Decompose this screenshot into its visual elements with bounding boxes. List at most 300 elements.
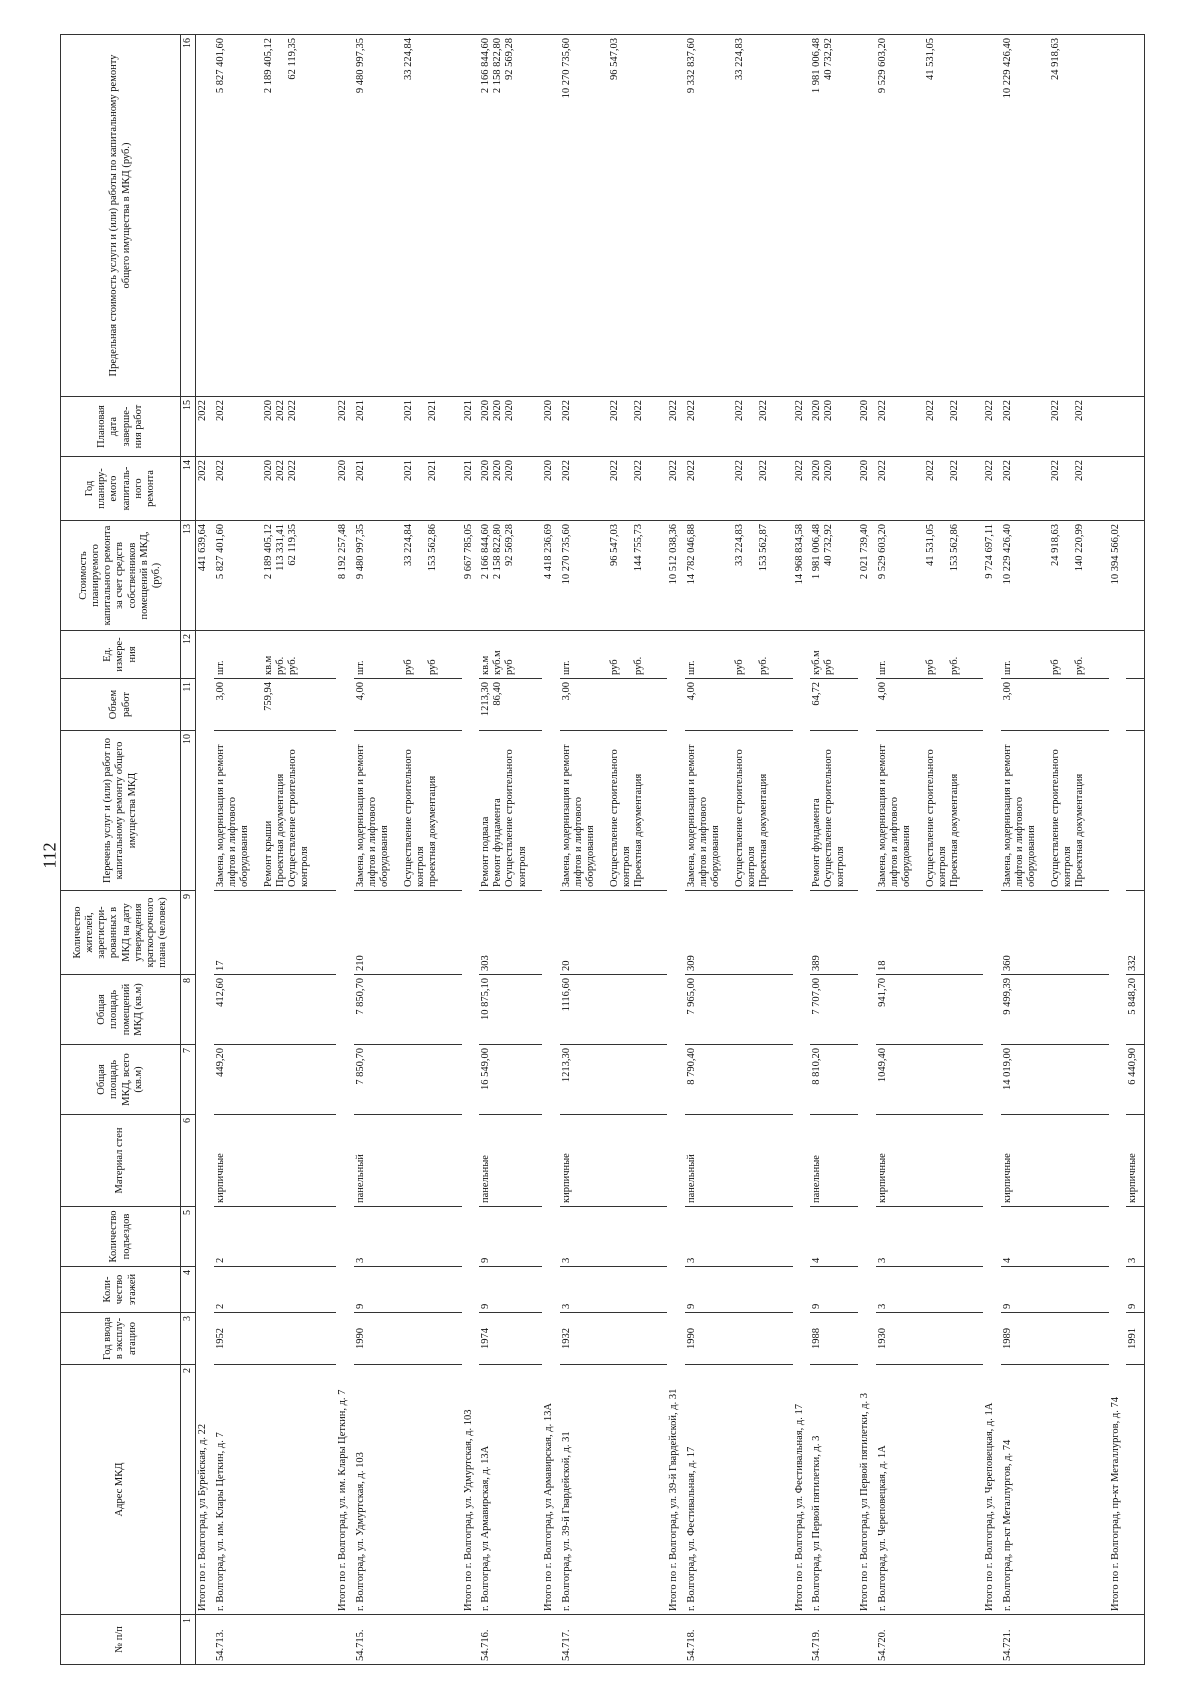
unit-line: руб. — [948, 656, 960, 675]
work-volume-line: 3,00 — [1001, 682, 1013, 701]
unit-line: руб — [823, 659, 835, 675]
total-plan-year: 2022 — [667, 457, 685, 521]
total-address: Итого по г. Волгоград, ул. Череповецкая, д. 1А — [983, 631, 1001, 1615]
works-line: проектная документация — [427, 775, 439, 887]
plan-date — [685, 397, 793, 457]
row-number: 54.718. — [685, 1615, 793, 1665]
area-total: 8 790,40 — [685, 1045, 793, 1115]
plan-year-line: 2020 — [262, 460, 274, 481]
plan-year-line: 2020 — [492, 460, 504, 481]
works-line: Осуществление строительного контроля — [286, 749, 310, 887]
floors: 9 — [1001, 1267, 1109, 1313]
cost — [354, 521, 462, 631]
plan-year — [810, 457, 858, 521]
limit-cost-line: 10 229 426,40 — [1001, 38, 1013, 99]
works-line: Замена, модернизация и ремонт лифтов и лифтового оборудования — [876, 744, 912, 887]
work-volume-line — [1050, 682, 1074, 727]
works — [354, 731, 462, 891]
limit-cost-line: 24 918,63 — [1049, 38, 1061, 80]
header-cell: Год ввода в эксплу-атацию — [61, 1313, 181, 1365]
works-line: Замена, модернизация и ремонт лифтов и лифтового оборудования — [355, 744, 391, 887]
total-plan-date: 2020 — [542, 397, 560, 457]
works-line: Ремонт фундамента — [492, 798, 504, 887]
total-row — [462, 35, 480, 1665]
header-row — [61, 35, 181, 1665]
works — [560, 731, 668, 891]
column-number: 16 — [181, 35, 196, 397]
residents: 210 — [354, 891, 462, 975]
cost — [560, 521, 668, 631]
work-volume-line — [427, 682, 439, 727]
plan-date-line: 2022 — [733, 400, 745, 421]
header-cell: Объем работ — [61, 679, 181, 731]
total-limit — [1109, 35, 1127, 397]
plan-year — [354, 457, 462, 521]
total-limit — [667, 35, 685, 397]
row-number: 54.713. — [214, 1615, 337, 1665]
plan-year-line: 2022 — [560, 460, 572, 481]
cost-line: 41 531,05 — [924, 524, 936, 566]
total-address: Итого по г. Волгоград, ул Армавирская, д. 13А — [542, 631, 560, 1615]
floors: 2 — [214, 1267, 337, 1313]
unit-line: кв.м — [262, 655, 274, 675]
total-cost: 14 968 834,58 — [793, 521, 811, 631]
cost-line: 9 480 997,35 — [355, 524, 367, 580]
works — [876, 731, 984, 891]
plan-date — [876, 397, 984, 457]
floors: 9 — [685, 1267, 793, 1313]
total-limit — [336, 35, 354, 397]
column-number: 2 — [181, 1365, 196, 1615]
works-line: Ремонт подвала — [480, 816, 492, 887]
plan-year-line: 2022 — [632, 460, 644, 481]
cost-line: 140 220,99 — [1073, 524, 1085, 572]
address: г. Волгоград, ул. Удмуртская, д. 103 — [354, 1365, 462, 1615]
header-cell: № п/п — [61, 1615, 181, 1665]
header-cell: Материал стен — [61, 1115, 181, 1207]
unit-line: руб. — [286, 656, 298, 675]
total-empty — [336, 1615, 354, 1665]
plan-date-line: 2022 — [274, 400, 286, 421]
total-empty — [793, 1615, 811, 1665]
residents: 18 — [876, 891, 984, 975]
address: г. Волгоград, ул Армавирская, д. 13А — [479, 1365, 542, 1615]
plan-date-line: 2022 — [948, 400, 960, 421]
unit — [479, 631, 542, 679]
plan-date-line: 2020 — [492, 400, 504, 421]
total-row — [667, 35, 685, 1665]
cost — [876, 521, 984, 631]
total-empty — [983, 1615, 1001, 1665]
total-cost: 9 667 785,05 — [462, 521, 480, 631]
plan-date-line: 2020 — [262, 400, 274, 421]
limit-cost-line — [1074, 38, 1086, 393]
work-volume-line — [633, 682, 645, 727]
total-plan-year: 2022 — [196, 457, 214, 521]
year-built: 1930 — [876, 1313, 984, 1365]
limit-cost-line — [949, 38, 961, 393]
column-number: 13 — [181, 521, 196, 631]
wall-material: панельный — [354, 1115, 462, 1207]
column-number: 3 — [181, 1313, 196, 1365]
plan-date — [214, 397, 337, 457]
plan-date — [1001, 397, 1109, 457]
table-row — [479, 35, 542, 1665]
plan-year — [560, 457, 668, 521]
unit — [1001, 631, 1109, 679]
cost-line: 153 562,86 — [427, 524, 439, 572]
cost-line: 33 224,84 — [403, 524, 415, 566]
total-plan-date: 2022 — [336, 397, 354, 457]
limit-cost-line — [427, 38, 439, 393]
column-number: 15 — [181, 397, 196, 457]
total-plan-year: 2020 — [336, 457, 354, 521]
row-number — [1126, 1615, 1144, 1665]
row-number: 54.721. — [1001, 1615, 1109, 1665]
works-line: Осуществление строительного контроля — [733, 749, 758, 887]
limit-cost-line: 1 981 006,48 — [811, 38, 823, 94]
total-row — [542, 35, 560, 1665]
total-plan-year: 2020 — [858, 457, 876, 521]
work-volume-line: 3,00 — [214, 682, 226, 701]
cost — [810, 521, 858, 631]
cost-line: 153 562,87 — [757, 524, 769, 572]
plan-date-line: 2022 — [214, 400, 226, 421]
table-row — [685, 35, 793, 1665]
total-limit — [462, 35, 480, 397]
wall-material: панельные — [479, 1115, 542, 1207]
works-line: Проектная документация — [632, 773, 644, 887]
plan-date-line: 2021 — [355, 400, 367, 421]
cost-line: 5 827 401,60 — [214, 524, 226, 580]
header-cell: Год планиру-емого капиталь-ного ремонта — [61, 457, 181, 521]
area-rooms: 10 875,10 — [479, 975, 542, 1045]
limit-cost — [685, 35, 793, 397]
work-volume-line — [823, 682, 847, 727]
plan-year-line: 2020 — [480, 460, 492, 481]
header-cell: Плановая дата заверше-ния работ — [61, 397, 181, 457]
unit-line: руб — [504, 659, 516, 675]
total-cost: 8 192 257,48 — [336, 521, 354, 631]
total-row — [793, 35, 811, 1665]
work-volume — [354, 679, 462, 731]
address: г. Волгоград, ул. им. Клары Цеткин, д. 7 — [214, 1365, 337, 1615]
address: г. Волгоград, ул Первой пятилетки, д. 3 — [810, 1365, 858, 1615]
total-cost: 10 512 038,36 — [667, 521, 685, 631]
works-line: Осуществление строительного контроля — [403, 749, 427, 887]
unit-line: руб. — [632, 656, 644, 675]
wall-material: кирпичные — [1001, 1115, 1109, 1207]
wall-material: кирпичные — [214, 1115, 337, 1207]
total-row — [196, 35, 214, 1665]
cost — [685, 521, 793, 631]
plan-date-line: 2022 — [286, 400, 298, 421]
wall-material: панельные — [810, 1115, 858, 1207]
total-row — [1109, 35, 1127, 1665]
plan-year-line: 2020 — [811, 460, 823, 481]
work-volume-line — [1074, 682, 1086, 727]
row-number: 54.720. — [876, 1615, 984, 1665]
empty-cell — [1126, 35, 1144, 397]
plan-date-line: 2021 — [427, 400, 439, 421]
empty-cell — [1126, 679, 1144, 731]
works-line: Замена, модернизация и ремонт лифтов и лифтового оборудования — [685, 744, 722, 887]
cost-line: 96 547,03 — [608, 524, 620, 566]
plan-year-line: 2022 — [733, 460, 745, 481]
plan-date — [560, 397, 668, 457]
column-number: 11 — [181, 679, 196, 731]
limit-cost-line: 9 480 997,35 — [355, 38, 367, 94]
total-limit — [542, 35, 560, 397]
area-total: 449,20 — [214, 1045, 337, 1115]
total-row — [336, 35, 354, 1665]
total-limit — [196, 35, 214, 397]
plan-year — [876, 457, 984, 521]
work-volume-line — [287, 682, 311, 727]
total-address: Итого по г. Волгоград, ул. 39-й Гвардейской, д. 31 — [667, 631, 685, 1615]
area-rooms: 1116,60 — [560, 975, 668, 1045]
plan-date-line: 2022 — [685, 400, 697, 421]
work-volume-line — [734, 682, 758, 727]
plan-year-line: 2022 — [274, 460, 286, 481]
year-built: 1988 — [810, 1313, 858, 1365]
plan-year-line: 2020 — [823, 460, 835, 481]
plan-year — [1001, 457, 1109, 521]
area-rooms: 941,70 — [876, 975, 984, 1045]
limit-cost-line: 41 531,05 — [924, 38, 936, 80]
header-cell: Общая площадь помещений МКД (кв.м) — [61, 975, 181, 1045]
area-total: 8 810,20 — [810, 1045, 858, 1115]
plan-date-line: 2020 — [811, 400, 823, 421]
limit-cost-line: 96 547,03 — [608, 38, 620, 80]
total-limit — [858, 35, 876, 397]
unit-line: руб — [1049, 659, 1061, 675]
works-line: Проектная документация — [274, 773, 286, 887]
column-number: 14 — [181, 457, 196, 521]
plan-year-line: 2021 — [427, 460, 439, 481]
cost-line: 153 562,86 — [948, 524, 960, 572]
capital-repair-table — [60, 34, 1145, 1665]
work-volume — [479, 679, 542, 731]
limit-cost-line: 10 270 735,60 — [560, 38, 572, 99]
limit-cost-line: 92 569,28 — [504, 38, 516, 80]
works-line: Осуществление строительного контроля — [504, 749, 528, 887]
cost-line: 24 918,63 — [1049, 524, 1061, 566]
work-volume-line: 1213,30 — [480, 682, 492, 717]
column-number: 10 — [181, 731, 196, 891]
empty-cell — [1126, 731, 1144, 891]
plan-year-line: 2021 — [403, 460, 415, 481]
total-address: Итого по г. Волгоград, ул. Удмуртская, д. 103 — [462, 631, 480, 1615]
unit-line: куб.м — [811, 650, 823, 675]
total-plan-date: 2021 — [462, 397, 480, 457]
cost — [1001, 521, 1109, 631]
plan-date-line: 2022 — [757, 400, 769, 421]
header-cell: Стоимость планируемого капитального ремонта за счет средств собственников помещений в МКД, (руб.) — [61, 521, 181, 631]
works-line: Проектная документация — [1073, 773, 1085, 887]
total-empty — [542, 1615, 560, 1665]
header-cell: Коли-чество этажей — [61, 1267, 181, 1313]
column-number: 9 — [181, 891, 196, 975]
plan-date-line: 2022 — [608, 400, 620, 421]
plan-year-line: 2020 — [504, 460, 516, 481]
floors: 3 — [560, 1267, 668, 1313]
address — [1126, 1365, 1144, 1615]
row-number: 54.719. — [810, 1615, 858, 1665]
total-cost: 441 639,64 — [196, 521, 214, 631]
cost-line: 10 270 735,60 — [560, 524, 572, 585]
works — [1001, 731, 1109, 891]
cost-line: 113 331,41 — [274, 524, 286, 571]
entrances: 3 — [1126, 1207, 1144, 1267]
limit-cost — [214, 35, 337, 397]
area-total: 14 019,00 — [1001, 1045, 1109, 1115]
year-built: 1989 — [1001, 1313, 1109, 1365]
total-row — [858, 35, 876, 1665]
residents: 20 — [560, 891, 668, 975]
works-line: Проектная документация — [948, 773, 960, 887]
floors: 9 — [1126, 1267, 1144, 1313]
entrances: 2 — [214, 1207, 337, 1267]
wall-material: кирпичные — [1126, 1115, 1144, 1207]
work-volume — [810, 679, 858, 731]
area-rooms: 7 850,70 — [354, 975, 462, 1045]
page-number: 112 — [39, 842, 60, 869]
plan-date-line: 2020 — [480, 400, 492, 421]
plan-year-line: 2022 — [1049, 460, 1061, 481]
works-line: Ремонт фундамента — [811, 798, 823, 887]
works-line: Проектная документация — [758, 773, 770, 887]
column-number: 6 — [181, 1115, 196, 1207]
plan-date-line: 2022 — [1001, 400, 1013, 421]
work-volume-line: 4,00 — [355, 682, 367, 701]
works-line: Замена, модернизация и ремонт лифтов и лифтового оборудования — [560, 744, 596, 887]
total-empty — [196, 1615, 214, 1665]
header-cell: Предельная стоимость услуги и (или) работы по капитальному ремонту общего имущества в МКД (руб.) — [61, 35, 181, 397]
work-volume — [876, 679, 984, 731]
limit-cost-line — [275, 38, 287, 393]
cost-line: 33 224,83 — [733, 524, 745, 566]
total-address: Итого по г. Волгоград, ул. им. Клары Цеткин, д. 7 — [336, 631, 354, 1615]
cost-line: 2 166 844,60 — [480, 524, 492, 580]
limit-cost-line: 2 158 822,80 — [492, 38, 504, 94]
plan-year-line: 2022 — [214, 460, 226, 481]
total-plan-date: 2022 — [793, 397, 811, 457]
empty-cell — [1126, 397, 1144, 457]
table-row — [354, 35, 462, 1665]
total-empty — [462, 1615, 480, 1665]
row-number: 54.715. — [354, 1615, 462, 1665]
residents: 17 — [214, 891, 337, 975]
unit-line: шт. — [214, 660, 226, 675]
unit-line: шт. — [355, 660, 367, 675]
unit-line: руб. — [1073, 656, 1085, 675]
total-limit — [793, 35, 811, 397]
table-row — [1126, 35, 1144, 1665]
work-volume-line: 3,00 — [560, 682, 572, 701]
work-volume — [1001, 679, 1109, 731]
address: г. Волгоград, пр-кт Металлургов, д. 74 — [1001, 1365, 1109, 1615]
cost — [479, 521, 542, 631]
cost-line: 2 189 405,12 — [262, 524, 274, 580]
rotated-page — [60, 35, 1145, 1665]
year-built: 1952 — [214, 1313, 337, 1365]
plan-date — [354, 397, 462, 457]
table-row — [560, 35, 668, 1665]
plan-date — [479, 397, 542, 457]
header-cell: Количество подъездов — [61, 1207, 181, 1267]
header-cell: Перечень услуг и (или) работ по капитальному ремонту общего имущества МКД — [61, 731, 181, 891]
total-address: Итого по г. Волгоград, ул. Фестивальная, д. 17 — [793, 631, 811, 1615]
header-cell: Ед. измере-ния — [61, 631, 181, 679]
work-volume-line — [758, 682, 770, 727]
table-row — [810, 35, 858, 1665]
header-cell: Количество жителей, зарегистри-рованных в МКД на дату утверждения краткосрочного плана (человек) — [61, 891, 181, 975]
work-volume-line: 86,40 — [492, 682, 504, 706]
area-rooms: 7 965,00 — [685, 975, 793, 1045]
row-number: 54.716. — [479, 1615, 542, 1665]
year-built: 1991 — [1126, 1313, 1144, 1365]
limit-cost-line: 9 332 837,60 — [685, 38, 697, 94]
plan-date-line: 2021 — [403, 400, 415, 421]
works-line: Осуществление строительного контроля — [1049, 749, 1073, 887]
total-cost: 4 418 236,69 — [542, 521, 560, 631]
year-built: 1990 — [354, 1313, 462, 1365]
wall-material: панельный — [685, 1115, 793, 1207]
entrances: 4 — [810, 1207, 858, 1267]
plan-date-line: 2022 — [924, 400, 936, 421]
column-number: 1 — [181, 1615, 196, 1665]
floors: 9 — [810, 1267, 858, 1313]
empty-cell — [1126, 521, 1144, 631]
works-line: Ремонт крыши — [262, 820, 274, 887]
unit-line: шт. — [1001, 660, 1013, 675]
area-total: 1213,30 — [560, 1045, 668, 1115]
work-volume-line — [949, 682, 961, 727]
plan-year-line: 2022 — [286, 460, 298, 481]
residents: 303 — [479, 891, 542, 975]
plan-year-line: 2022 — [608, 460, 620, 481]
cost-line: 14 782 046,88 — [685, 524, 697, 585]
limit-cost — [1001, 35, 1109, 397]
table-row — [214, 35, 337, 1665]
works — [214, 731, 337, 891]
total-plan-date: 2022 — [667, 397, 685, 457]
area-total: 16 549,00 — [479, 1045, 542, 1115]
limit-cost-line: 9 529 603,20 — [876, 38, 888, 94]
total-empty — [858, 1615, 876, 1665]
work-volume-line — [925, 682, 949, 727]
address: г. Волгоград, ул. 39-й Гвардейской, д. 31 — [560, 1365, 668, 1615]
total-cost: 10 394 566,02 — [1109, 521, 1127, 631]
plan-date-line: 2022 — [1073, 400, 1085, 421]
unit — [876, 631, 984, 679]
unit-line: шт. — [876, 660, 888, 675]
area-rooms: 5 848,20 — [1126, 975, 1144, 1045]
limit-cost-line: 40 732,92 — [823, 38, 835, 80]
plan-year-line: 2022 — [1073, 460, 1085, 481]
cost-line: 144 755,73 — [632, 524, 644, 572]
total-plan-year: 2020 — [542, 457, 560, 521]
total-address: Итого по г. Волгоград, ул Первой пятилетки, д. 3 — [858, 631, 876, 1615]
area-total: 7 850,70 — [354, 1045, 462, 1115]
cost-line: 40 732,92 — [823, 524, 835, 566]
area-rooms: 9 499,39 — [1001, 975, 1109, 1045]
total-plan-date: 2022 — [196, 397, 214, 457]
floors: 9 — [479, 1267, 542, 1313]
works — [810, 731, 858, 891]
total-limit — [983, 35, 1001, 397]
